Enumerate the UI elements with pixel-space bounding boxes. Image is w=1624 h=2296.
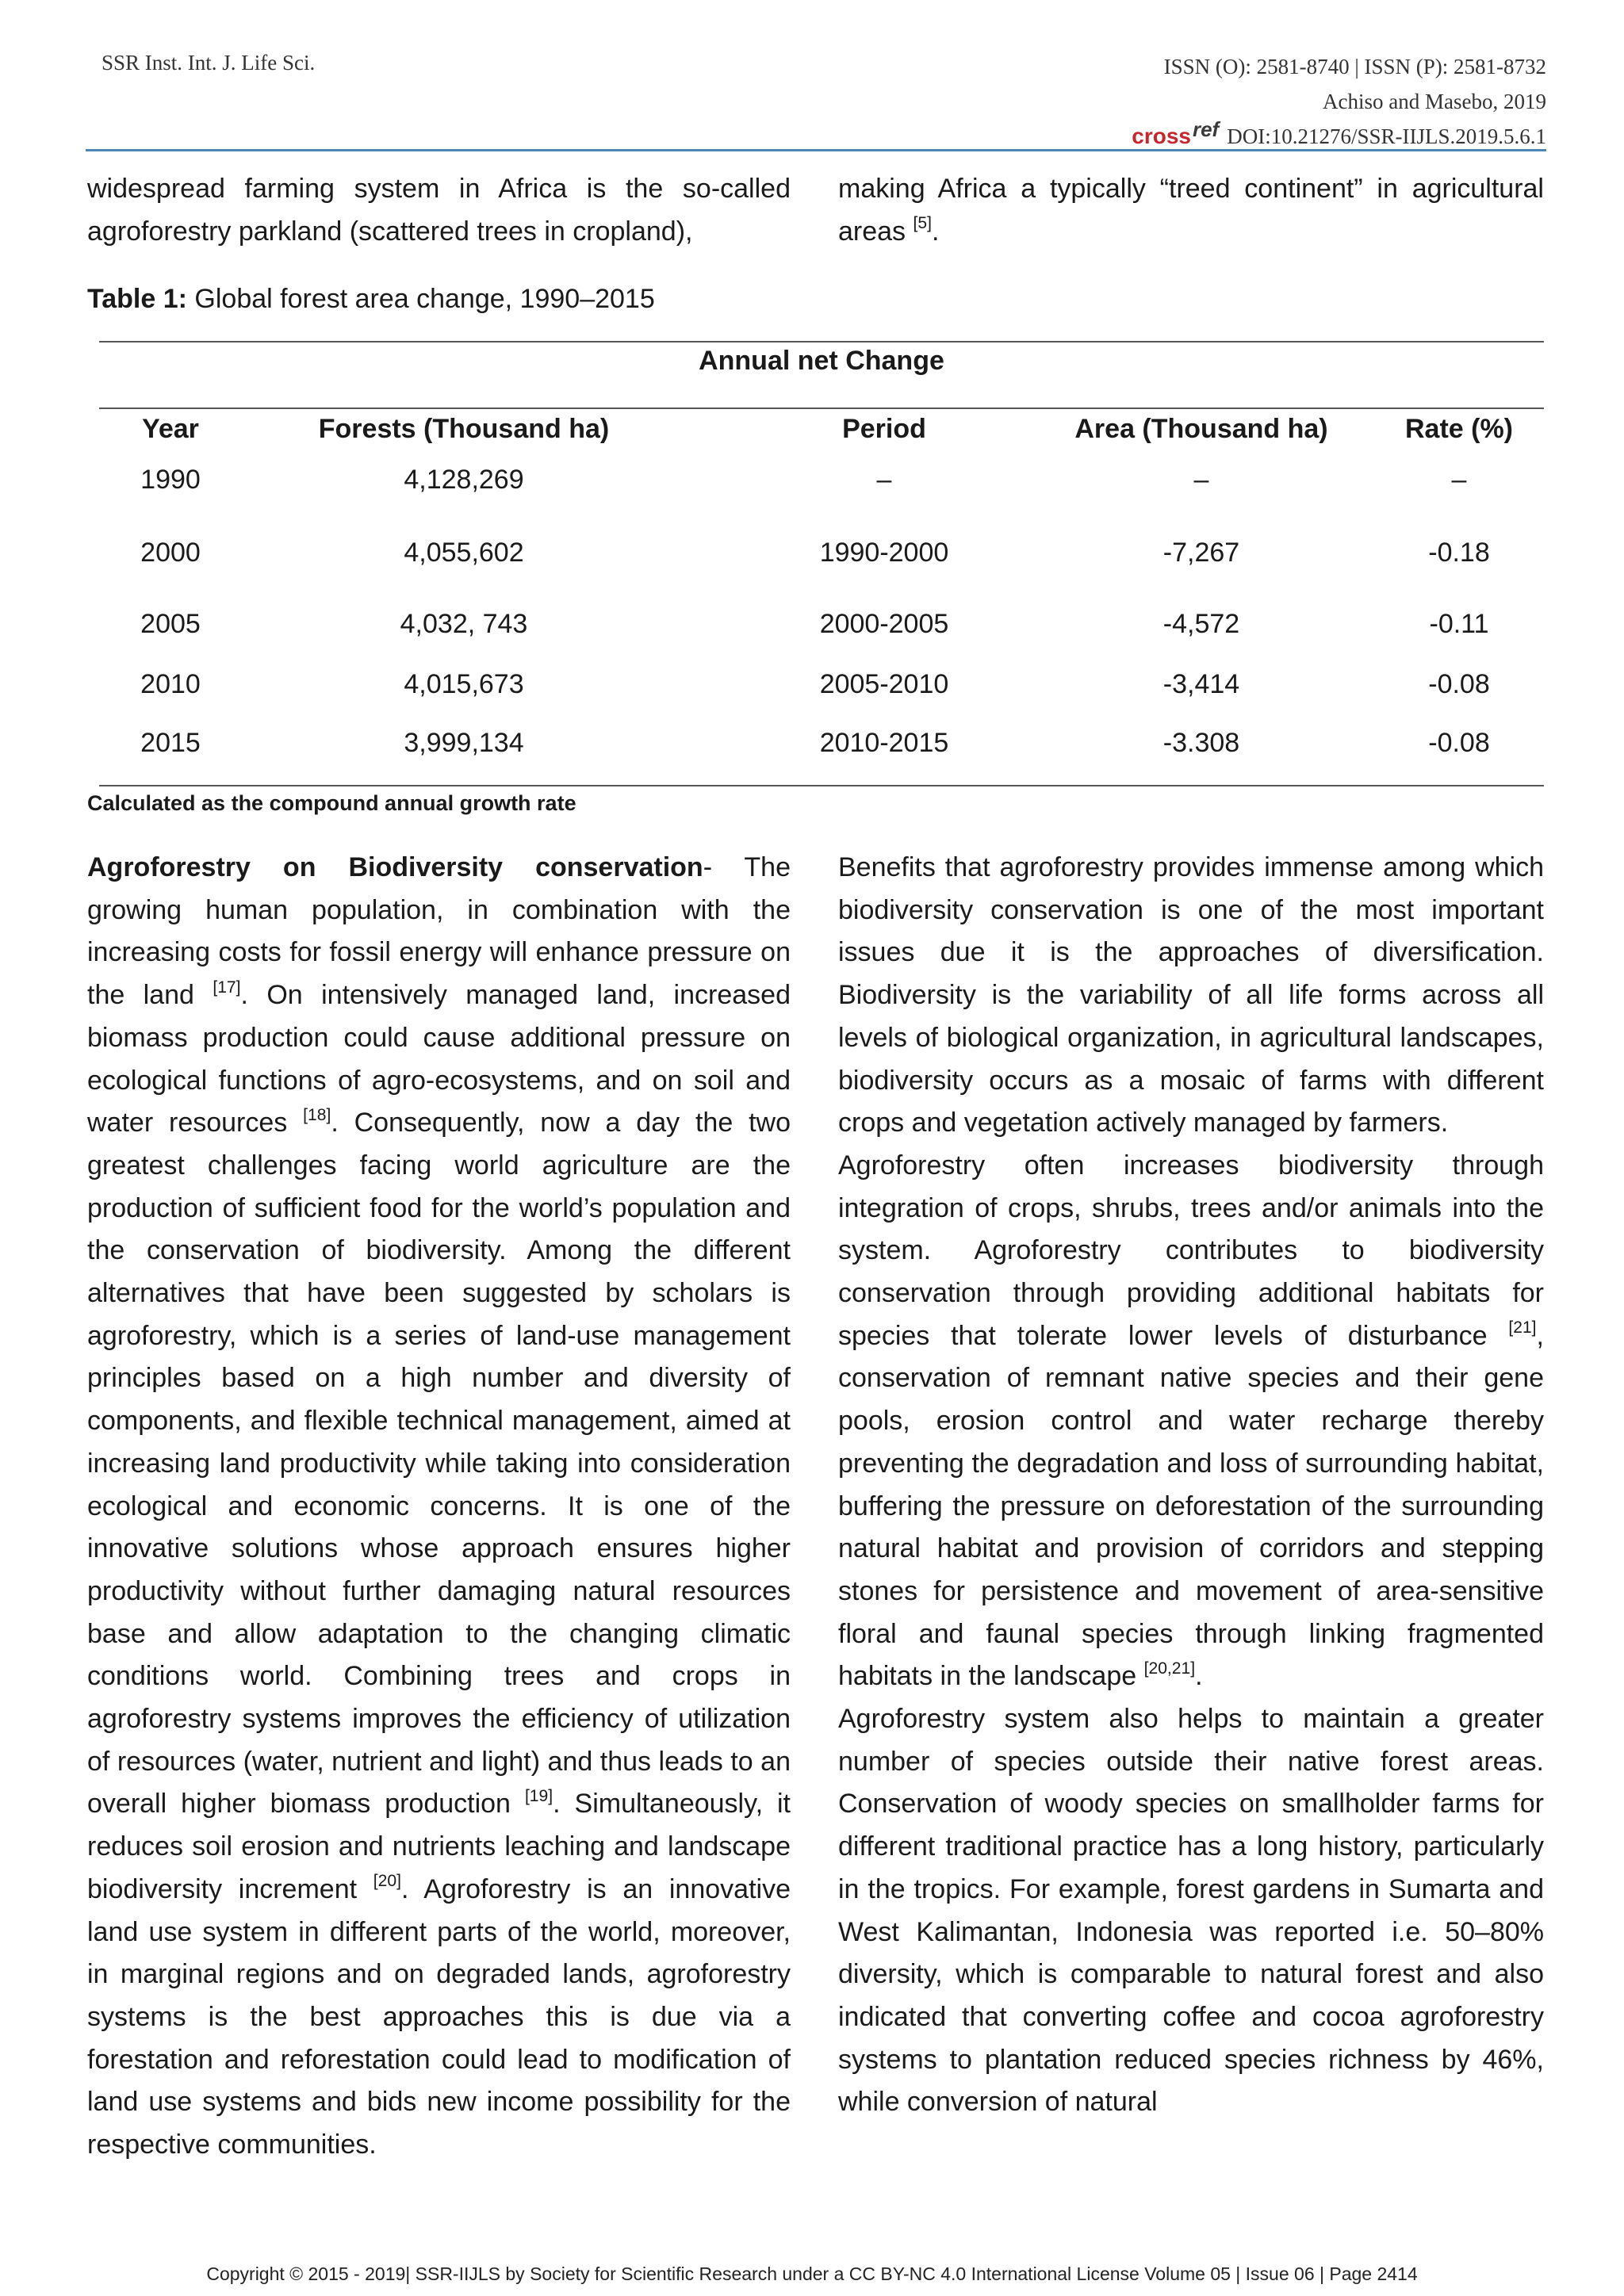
intro-right-text: making Africa a typically “treed continent” in agricultural areas: [838, 174, 1544, 247]
table-cell: 2000-2005: [819, 609, 949, 639]
header-rule: [86, 149, 1546, 151]
right-paragraph-3: Agroforestry system also helps to maintain a greater number of species outside their native forest areas. Conservation of woody species on smallholder farms for different traditional practice has a long history, particularly in the tropics. For example, forest gardens in Sumarta and West Kalimantan, Indonesia was reported i.e. 50–80% diversity, which is comparable to natural forest and also indicated that converting coffee and cocoa agroforestry systems to plantation reduced species richness by 46%, while conversion of natural: [838, 1704, 1544, 2118]
right-paragraph-1: Benefits that agroforestry provides immense among which biodiversity conservation is one of the most important issues due it is the approaches of diversification. Biodiversity is the variability of all life forms across all levels of biological organization, in agricultural landscapes, biodiversity occurs as a mosaic of farms with different crops and vegetation actively managed by farmers.: [838, 852, 1544, 1138]
citation: [18]: [303, 1105, 331, 1124]
table-cell: 2010-2015: [819, 728, 949, 758]
table-bottom-rule: [99, 785, 1544, 786]
citation: [19]: [524, 1787, 553, 1806]
doi-text: DOI:10.21276/SSR-IIJLS.2019.5.6.1: [1227, 124, 1546, 148]
left-column: [87, 847, 791, 2167]
citation: [20]: [373, 1872, 401, 1891]
issn-line: ISSN (O): 2581-8740 | ISSN (P): 2581-8732: [1163, 55, 1546, 78]
intro-right-paragraph: making Africa a typically “treed continent” in agricultural areas [5].: [838, 174, 1544, 247]
col-header: Area (Thousand ha): [1074, 414, 1328, 444]
table-cell: 2015: [140, 728, 201, 758]
intro-right: [838, 168, 1544, 253]
table-cell: -0.11: [1429, 609, 1489, 639]
table-group-title: Annual net Change: [699, 346, 944, 376]
table-caption-label: Table 1:: [87, 284, 187, 314]
citation: [21]: [1508, 1318, 1537, 1337]
table-cell: -0.08: [1428, 728, 1490, 758]
crossref-logo-icon: cross ref: [1132, 117, 1220, 148]
table-cell: -0.08: [1428, 669, 1490, 699]
table-cell: 4,055,602: [404, 538, 524, 568]
table-cell: 4,032, 743: [400, 609, 528, 639]
table-top-rule: [99, 341, 1544, 342]
table-group-rule: [99, 408, 1544, 409]
table-cell: 4,015,673: [404, 669, 524, 699]
table-cell: –: [1193, 465, 1209, 495]
col-header: Forests (Thousand ha): [318, 414, 610, 444]
col-header: Year: [142, 414, 199, 444]
table-cell: 3,999,134: [404, 728, 524, 758]
table-cell: 1990-2000: [819, 538, 949, 568]
table-cell: -7,267: [1162, 538, 1240, 568]
col-header: Period: [842, 414, 926, 444]
table-note: Calculated as the compound annual growth rate: [87, 791, 576, 815]
citation: [20,21]: [1143, 1659, 1196, 1678]
table-cell: –: [876, 465, 892, 495]
table-cell: 2005: [140, 609, 201, 639]
right-paragraph-2: Agroforestry often increases biodiversity through integration of crops, shrubs, trees and/or animals into the system. Agroforestry contributes to biodiversity conservation through providing additional habitats for species that tolerate lower levels of disturbance [21], conservation of remnant native species and their gene pools, erosion control and water recharge thereby preventing the degradation and loss of surrounding habitat, buffering the pressure on deforestation of the surrounding natural habitat and provision of corridors and stepping stones for persistence and movement of area-sensitive floral and faunal species through linking fragmented habitats in the landscape [20,21].: [838, 1150, 1544, 1692]
header-meta: [1132, 49, 1546, 154]
citation: [5]: [913, 214, 932, 233]
table-caption-text: Global forest area change, 1990–2015: [186, 284, 655, 314]
table-cell: 2010: [140, 669, 201, 699]
table-cell: 2005-2010: [819, 669, 949, 699]
page-footer: Copyright © 2015 - 2019| SSR-IIJLS by Society for Scientific Research under a CC BY-NC 4.0 International License Volume 05 | Issue 06 | Page 2414: [206, 2263, 1418, 2284]
table-cell: -3.308: [1162, 728, 1240, 758]
right-column: [838, 847, 1544, 2124]
table-cell: –: [1451, 465, 1467, 495]
table-caption: [87, 284, 655, 315]
col-header: Rate (%): [1404, 414, 1514, 444]
intro-left: [87, 168, 791, 253]
authors-line: Achiso and Masebo, 2019: [1323, 90, 1546, 113]
journal-name: SSR Inst. Int. J. Life Sci.: [102, 51, 316, 75]
table-cell: 2000: [140, 538, 201, 568]
left-paragraph: Agroforestry on Biodiversity conservation- The growing human population, in combination with the increasing costs for fossil energy will enhance pressure on the land [17]. On intensively managed land, increased biomass production could cause additional pressure on ecological functions of agro-ecosystems, and on soil and water resources [18]. Consequently, now a day the two greatest challenges facing world agriculture are the production of sufficient food for the world’s population and the conservation of biodiversity. Among the different alternatives that have been suggested by scholars is agroforestry, which is a series of land-use management principles based on a high number and diversity of components, and flexible technical management, aimed at increasing land productivity while taking into consideration ecological and economic concerns. It is one of the innovative solutions whose approach ensures higher productivity without further damaging natural resources base and allow adaptation to the changing climatic conditions world. Combining trees and crops in agroforestry systems improves the efficiency of utilization of resources (water, nutrient and light) and thus leads to an overall higher biomass production [19]. Simultaneously, it reduces soil erosion and nutrients leaching and landscape biodiversity increment [20]. Agroforestry is an innovative land use system in different parts of the world, moreover, in marginal regions and on degraded lands, agroforestry systems is the best approaches this is due via a forestation and reforestation could lead to modification of land use systems and bids new income possibility for the respective communities.: [87, 852, 791, 2160]
table-cell: -0.18: [1428, 538, 1490, 568]
table-cell: 4,128,269: [404, 465, 524, 495]
table-cell: -3,414: [1162, 669, 1240, 699]
intro-left-text: widespread farming system in Africa is the so-called agroforestry parkland (scattered trees in cropland),: [87, 174, 791, 247]
table-cell: 1990: [140, 465, 201, 495]
citation: [17]: [213, 978, 241, 997]
table-cell: -4,572: [1162, 609, 1240, 639]
section-heading: Agroforestry on Biodiversity conservation: [87, 852, 703, 882]
